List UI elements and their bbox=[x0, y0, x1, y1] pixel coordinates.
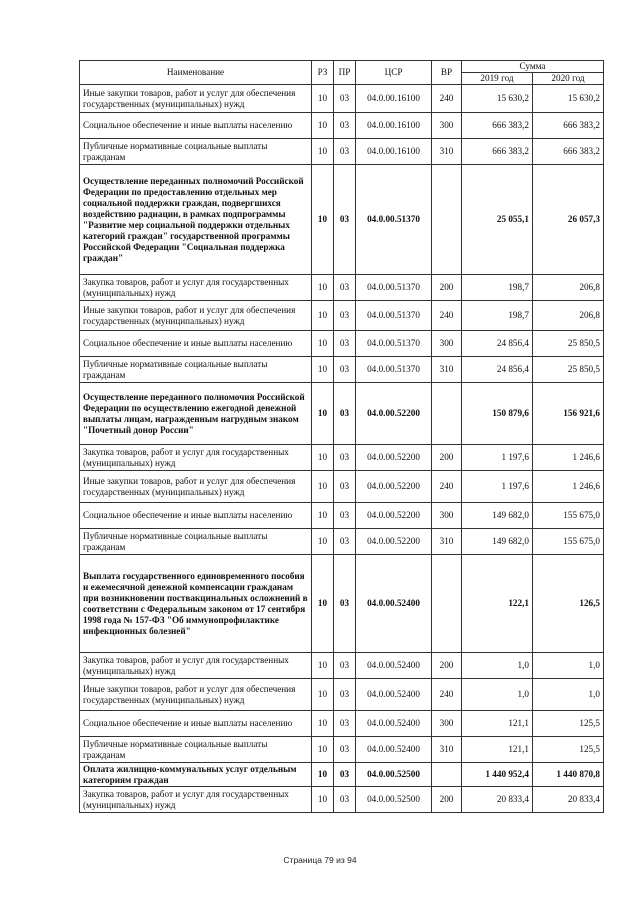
cell-name: Осуществление переданного полномочия Российской Федерации по осуществлению ежегодной денежной выплаты лицам, награжденным нагрудным знаком "Почетный донор России" bbox=[80, 383, 312, 445]
cell-pr: 03 bbox=[334, 763, 356, 787]
cell-rz: 10 bbox=[312, 529, 334, 555]
cell-name: Иные закупки товаров, работ и услуг для обеспечения государственных (муниципальных) нужд bbox=[80, 301, 312, 331]
cell-pr: 03 bbox=[334, 301, 356, 331]
cell-rz: 10 bbox=[312, 85, 334, 113]
cell-pr: 03 bbox=[334, 357, 356, 383]
cell-rz: 10 bbox=[312, 301, 334, 331]
table-row bbox=[80, 301, 604, 331]
cell-csr: 04.0.00.52500 bbox=[356, 787, 432, 813]
cell-csr: 04.0.00.52400 bbox=[356, 711, 432, 737]
cell-rz: 10 bbox=[312, 275, 334, 301]
cell-2020: 666 383,2 bbox=[533, 113, 604, 139]
cell-2020: 26 057,3 bbox=[533, 165, 604, 275]
cell-csr: 04.0.00.52200 bbox=[356, 445, 432, 471]
cell-2020: 155 675,0 bbox=[533, 529, 604, 555]
cell-rz: 10 bbox=[312, 165, 334, 275]
table-row bbox=[80, 653, 604, 679]
cell-vr: 310 bbox=[432, 529, 462, 555]
header-vr: ВР bbox=[432, 61, 462, 85]
table-row bbox=[80, 737, 604, 763]
table-row bbox=[80, 113, 604, 139]
cell-2020: 1,0 bbox=[533, 653, 604, 679]
header-name: Наименование bbox=[80, 61, 312, 85]
cell-pr: 03 bbox=[334, 787, 356, 813]
cell-csr: 04.0.00.51370 bbox=[356, 331, 432, 357]
cell-csr: 04.0.00.52400 bbox=[356, 679, 432, 711]
cell-2020: 155 675,0 bbox=[533, 503, 604, 529]
cell-vr: 310 bbox=[432, 139, 462, 165]
cell-csr: 04.0.00.16100 bbox=[356, 139, 432, 165]
cell-pr: 03 bbox=[334, 383, 356, 445]
table-row bbox=[80, 471, 604, 503]
cell-vr: 200 bbox=[432, 653, 462, 679]
table-row bbox=[80, 679, 604, 711]
table-row bbox=[80, 85, 604, 113]
cell-pr: 03 bbox=[334, 503, 356, 529]
cell-pr: 03 bbox=[334, 275, 356, 301]
cell-pr: 03 bbox=[334, 737, 356, 763]
cell-2019: 24 856,4 bbox=[462, 331, 533, 357]
cell-vr: 240 bbox=[432, 301, 462, 331]
cell-vr bbox=[432, 383, 462, 445]
header-rz: РЗ bbox=[312, 61, 334, 85]
cell-pr: 03 bbox=[334, 139, 356, 165]
cell-name: Социальное обеспечение и иные выплаты населению bbox=[80, 503, 312, 529]
cell-2020: 1 440 870,8 bbox=[533, 763, 604, 787]
cell-rz: 10 bbox=[312, 787, 334, 813]
cell-2020: 20 833,4 bbox=[533, 787, 604, 813]
cell-2019: 198,7 bbox=[462, 301, 533, 331]
cell-name: Иные закупки товаров, работ и услуг для обеспечения государственных (муниципальных) нужд bbox=[80, 471, 312, 503]
cell-2019: 121,1 bbox=[462, 737, 533, 763]
cell-rz: 10 bbox=[312, 331, 334, 357]
cell-name: Социальное обеспечение и иные выплаты населению bbox=[80, 711, 312, 737]
table-row bbox=[80, 445, 604, 471]
budget-table bbox=[79, 60, 604, 813]
cell-name: Иные закупки товаров, работ и услуг для обеспечения государственных (муниципальных) нужд bbox=[80, 679, 312, 711]
cell-pr: 03 bbox=[334, 679, 356, 711]
cell-2020: 25 850,5 bbox=[533, 357, 604, 383]
cell-2019: 1,0 bbox=[462, 679, 533, 711]
cell-vr: 300 bbox=[432, 711, 462, 737]
cell-2020: 206,8 bbox=[533, 275, 604, 301]
header-sum: Сумма bbox=[462, 61, 604, 73]
cell-name: Закупка товаров, работ и услуг для государственных (муниципальных) нужд bbox=[80, 445, 312, 471]
cell-rz: 10 bbox=[312, 555, 334, 653]
cell-rz: 10 bbox=[312, 503, 334, 529]
cell-2019: 25 055,1 bbox=[462, 165, 533, 275]
cell-name: Осуществление переданных полномочий Российской Федерации по предоставлению отдельных мер социальной поддержки граждан, подвергшихся воздействию радиации, в рамках подпрограммы "Развитие мер социальной поддержки отдельных категорий граждан" государственной программы Российской Федерации "Социальная поддержка граждан" bbox=[80, 165, 312, 275]
cell-vr: 300 bbox=[432, 331, 462, 357]
cell-2020: 125,5 bbox=[533, 711, 604, 737]
table-row bbox=[80, 529, 604, 555]
cell-name: Иные закупки товаров, работ и услуг для обеспечения государственных (муниципальных) нужд bbox=[80, 85, 312, 113]
cell-csr: 04.0.00.51370 bbox=[356, 275, 432, 301]
cell-2019: 122,1 bbox=[462, 555, 533, 653]
cell-2019: 198,7 bbox=[462, 275, 533, 301]
table-row bbox=[80, 763, 604, 787]
cell-vr: 310 bbox=[432, 357, 462, 383]
cell-pr: 03 bbox=[334, 113, 356, 139]
table-row bbox=[80, 357, 604, 383]
cell-rz: 10 bbox=[312, 711, 334, 737]
cell-pr: 03 bbox=[334, 165, 356, 275]
cell-rz: 10 bbox=[312, 113, 334, 139]
cell-csr: 04.0.00.52500 bbox=[356, 763, 432, 787]
table-body bbox=[80, 85, 604, 813]
cell-2019: 666 383,2 bbox=[462, 113, 533, 139]
cell-2020: 206,8 bbox=[533, 301, 604, 331]
cell-2019: 1 197,6 bbox=[462, 445, 533, 471]
table-row bbox=[80, 139, 604, 165]
cell-2020: 15 630,2 bbox=[533, 85, 604, 113]
cell-name: Закупка товаров, работ и услуг для государственных (муниципальных) нужд bbox=[80, 787, 312, 813]
header-2020: 2020 год bbox=[533, 73, 604, 85]
cell-pr: 03 bbox=[334, 471, 356, 503]
cell-name: Публичные нормативные социальные выплаты гражданам bbox=[80, 529, 312, 555]
cell-name: Публичные нормативные социальные выплаты гражданам bbox=[80, 139, 312, 165]
cell-csr: 04.0.00.16100 bbox=[356, 113, 432, 139]
table-row bbox=[80, 555, 604, 653]
cell-2020: 126,5 bbox=[533, 555, 604, 653]
cell-2019: 1,0 bbox=[462, 653, 533, 679]
page-footer: Страница 79 из 94 bbox=[283, 855, 357, 865]
table-row bbox=[80, 711, 604, 737]
cell-rz: 10 bbox=[312, 679, 334, 711]
cell-2020: 156 921,6 bbox=[533, 383, 604, 445]
cell-rz: 10 bbox=[312, 471, 334, 503]
cell-name: Публичные нормативные социальные выплаты гражданам bbox=[80, 357, 312, 383]
cell-vr: 200 bbox=[432, 787, 462, 813]
cell-rz: 10 bbox=[312, 737, 334, 763]
cell-csr: 04.0.00.51370 bbox=[356, 165, 432, 275]
cell-pr: 03 bbox=[334, 445, 356, 471]
cell-pr: 03 bbox=[334, 555, 356, 653]
cell-pr: 03 bbox=[334, 85, 356, 113]
cell-rz: 10 bbox=[312, 763, 334, 787]
cell-pr: 03 bbox=[334, 711, 356, 737]
cell-vr: 300 bbox=[432, 113, 462, 139]
cell-2019: 1 197,6 bbox=[462, 471, 533, 503]
cell-vr bbox=[432, 165, 462, 275]
cell-vr: 300 bbox=[432, 503, 462, 529]
cell-csr: 04.0.00.51370 bbox=[356, 301, 432, 331]
cell-pr: 03 bbox=[334, 529, 356, 555]
cell-vr: 240 bbox=[432, 679, 462, 711]
cell-pr: 03 bbox=[334, 331, 356, 357]
cell-2019: 149 682,0 bbox=[462, 503, 533, 529]
cell-2019: 1 440 952,4 bbox=[462, 763, 533, 787]
cell-name: Закупка товаров, работ и услуг для государственных (муниципальных) нужд bbox=[80, 275, 312, 301]
table-row bbox=[80, 383, 604, 445]
cell-vr: 200 bbox=[432, 445, 462, 471]
cell-csr: 04.0.00.52400 bbox=[356, 555, 432, 653]
cell-name: Оплата жилищно-коммунальных услуг отдельным категориям граждан bbox=[80, 763, 312, 787]
cell-rz: 10 bbox=[312, 653, 334, 679]
cell-2020: 666 383,2 bbox=[533, 139, 604, 165]
cell-2019: 121,1 bbox=[462, 711, 533, 737]
cell-csr: 04.0.00.52200 bbox=[356, 529, 432, 555]
cell-2019: 20 833,4 bbox=[462, 787, 533, 813]
cell-2019: 150 879,6 bbox=[462, 383, 533, 445]
cell-name: Социальное обеспечение и иные выплаты населению bbox=[80, 113, 312, 139]
header-pr: ПР bbox=[334, 61, 356, 85]
cell-pr: 03 bbox=[334, 653, 356, 679]
cell-2020: 125,5 bbox=[533, 737, 604, 763]
cell-vr: 240 bbox=[432, 85, 462, 113]
cell-rz: 10 bbox=[312, 445, 334, 471]
cell-vr: 200 bbox=[432, 275, 462, 301]
cell-2020: 1 246,6 bbox=[533, 445, 604, 471]
table-row bbox=[80, 165, 604, 275]
cell-2019: 149 682,0 bbox=[462, 529, 533, 555]
cell-name: Закупка товаров, работ и услуг для государственных (муниципальных) нужд bbox=[80, 653, 312, 679]
table-row bbox=[80, 331, 604, 357]
table-row bbox=[80, 787, 604, 813]
cell-2020: 25 850,5 bbox=[533, 331, 604, 357]
header-2019: 2019 год bbox=[462, 73, 533, 85]
cell-vr: 310 bbox=[432, 737, 462, 763]
cell-csr: 04.0.00.52200 bbox=[356, 503, 432, 529]
cell-vr: 240 bbox=[432, 471, 462, 503]
cell-rz: 10 bbox=[312, 139, 334, 165]
cell-vr bbox=[432, 555, 462, 653]
cell-2020: 1,0 bbox=[533, 679, 604, 711]
cell-name: Социальное обеспечение и иные выплаты населению bbox=[80, 331, 312, 357]
cell-2019: 15 630,2 bbox=[462, 85, 533, 113]
document-page bbox=[79, 60, 603, 813]
cell-name: Выплата государственного единовременного пособия и ежемесячной денежной компенсации гражданам при возникновении поствакцинальных осложнений в соответствии с Федеральным законом от 17 сентября 1998 года № 157-ФЗ "Об иммунопрофилактике инфекционных болезней" bbox=[80, 555, 312, 653]
cell-csr: 04.0.00.52400 bbox=[356, 737, 432, 763]
cell-csr: 04.0.00.52200 bbox=[356, 471, 432, 503]
cell-vr bbox=[432, 763, 462, 787]
cell-csr: 04.0.00.52400 bbox=[356, 653, 432, 679]
header-csr: ЦСР bbox=[356, 61, 432, 85]
table-row bbox=[80, 275, 604, 301]
cell-2019: 24 856,4 bbox=[462, 357, 533, 383]
cell-2020: 1 246,6 bbox=[533, 471, 604, 503]
cell-csr: 04.0.00.16100 bbox=[356, 85, 432, 113]
cell-rz: 10 bbox=[312, 357, 334, 383]
cell-rz: 10 bbox=[312, 383, 334, 445]
cell-2019: 666 383,2 bbox=[462, 139, 533, 165]
table-row bbox=[80, 503, 604, 529]
cell-csr: 04.0.00.52200 bbox=[356, 383, 432, 445]
cell-csr: 04.0.00.51370 bbox=[356, 357, 432, 383]
cell-name: Публичные нормативные социальные выплаты гражданам bbox=[80, 737, 312, 763]
